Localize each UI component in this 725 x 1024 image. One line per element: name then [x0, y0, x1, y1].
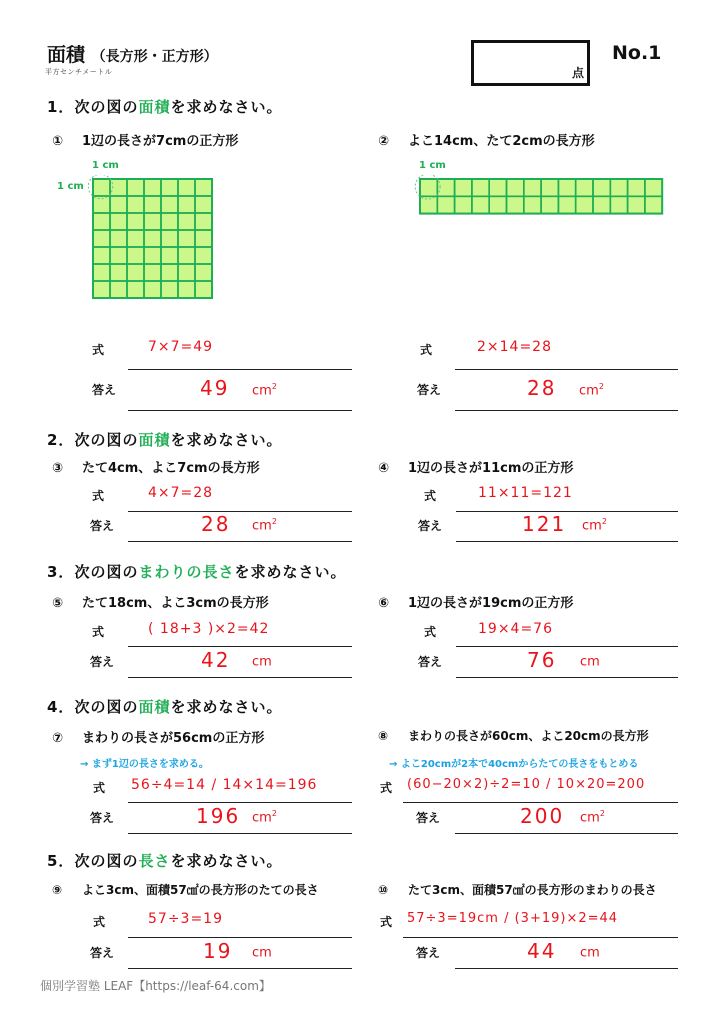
answer-unit: $cm^2$: [582, 517, 607, 534]
answer-line: [456, 541, 678, 542]
unit-label-top: 1 cm: [419, 160, 446, 171]
title-sub: （長方形・正方形）: [91, 49, 218, 65]
formula-value: 57÷3=19: [148, 911, 223, 927]
problem-4: ④ 1辺の長さが11cmの正方形: [378, 461, 574, 476]
answer-unit: cm: [580, 945, 600, 961]
formula-label: 式: [93, 915, 106, 929]
answer-line: [128, 369, 352, 370]
answer-line: [456, 511, 678, 512]
answer-value: 44: [527, 939, 557, 963]
problem-number: ②: [378, 134, 390, 149]
problem-1: [52, 130, 238, 149]
sheet-number: No.1: [612, 42, 662, 64]
answer-unit: cm: [580, 654, 600, 670]
formula-label: 式: [380, 915, 393, 929]
section-text: を求めなさい。: [170, 98, 283, 116]
answer-line: [128, 410, 352, 411]
answer-line: [455, 968, 678, 969]
formula-value: 2×14=28: [477, 339, 552, 355]
answer-value: 196: [196, 804, 241, 828]
section-2-heading: 2．次の図の面積を求めなさい。: [47, 431, 283, 449]
answer-value: 28: [201, 512, 231, 536]
problem-number: ①: [52, 134, 64, 149]
answer-unit: cm: [252, 945, 272, 961]
answer-value: 76: [527, 648, 557, 672]
section-5-heading: 5．次の図の長さを求めなさい。: [47, 852, 283, 870]
problem-7: ⑦ まわりの長さが56cmの正方形: [52, 731, 265, 746]
answer-line: [456, 646, 678, 647]
answer-line: [455, 833, 678, 834]
score-unit: 点: [571, 66, 584, 80]
formula-label: 式: [92, 489, 105, 503]
answer-line: [455, 410, 678, 411]
formula-label: 式: [420, 343, 433, 357]
title-main: 面積: [47, 44, 86, 66]
answer-value: 19: [203, 939, 233, 963]
score-box[interactable]: [471, 40, 590, 86]
answer-label: 答え: [90, 655, 115, 669]
answer-label: 答え: [416, 946, 441, 960]
answer-label: 答え: [90, 811, 115, 825]
answer-unit: cm: [252, 654, 272, 670]
hint-text: → まず1辺の長さを求める。: [80, 759, 209, 770]
answer-label: 答え: [417, 383, 442, 397]
answer-value: 121: [522, 512, 567, 536]
answer-line: [128, 646, 352, 647]
answer-label: 答え: [90, 519, 115, 533]
answer-unit: $cm^2$: [252, 809, 277, 826]
problem-9: ⑨ よこ3cm、面積57㎠の長方形のたての長さ: [52, 883, 319, 897]
formula-label: 式: [424, 625, 437, 639]
answer-line: [128, 968, 352, 969]
answer-label: 答え: [416, 811, 441, 825]
formula-value: 57÷3=19cm / (3+19)×2=44: [407, 911, 619, 926]
answer-label: 答え: [92, 383, 117, 397]
unit-label-left: 1 cm: [57, 181, 84, 192]
answer-unit: $cm^2$: [579, 382, 604, 399]
answer-line: [128, 511, 352, 512]
ruby-text: 平方センチメートル: [45, 68, 113, 76]
grid-background: [93, 179, 212, 298]
problem-6: ⑥ 1辺の長さが19cmの正方形: [378, 596, 574, 611]
formula-label: 式: [92, 625, 105, 639]
section-1-heading: [47, 96, 282, 117]
unit-label-top: 1 cm: [92, 160, 119, 171]
section-text: 次の図の: [74, 98, 139, 116]
answer-line: [128, 677, 352, 678]
answer-line: [128, 937, 352, 938]
answer-unit: $cm^2$: [580, 809, 605, 826]
page-title: [47, 40, 218, 67]
formula-label: 式: [380, 781, 393, 795]
section-number: 1．: [47, 98, 75, 116]
rect-grid-figure: [414, 175, 666, 217]
answer-line: [128, 802, 352, 803]
formula-label: 式: [92, 343, 105, 357]
formula-value: 7×7=49: [148, 339, 214, 355]
square-grid-figure: [88, 175, 218, 300]
hint-text: → よこ20cmが2本で40cmからたての長さをもとめる: [389, 759, 639, 770]
answer-line: [403, 937, 678, 938]
answer-label: 答え: [90, 946, 115, 960]
answer-value: 200: [520, 804, 565, 828]
problem-5: ⑤ たて18cm、よこ3cmの長方形: [52, 596, 269, 611]
section-3-heading: 3．次の図のまわりの長さを求めなさい。: [47, 563, 347, 581]
section-highlight: 面積: [138, 98, 171, 116]
answer-line: [128, 541, 352, 542]
formula-value: ( 18+3 )×2=42: [148, 621, 270, 637]
answer-label: 答え: [418, 655, 443, 669]
problem-8: ⑧ まわりの長さが60cm、よこ20cmの長方形: [378, 729, 649, 743]
formula-value: 4×7=28: [148, 485, 214, 501]
answer-line: [403, 802, 678, 803]
problem-3: ③ たて4cm、よこ7cmの長方形: [52, 461, 260, 476]
formula-value: (60−20×2)÷2=10 / 10×20=200: [407, 777, 646, 792]
answer-line: [456, 677, 678, 678]
answer-line: [455, 369, 678, 370]
answer-unit: $cm^2$: [252, 382, 277, 399]
formula-label: 式: [93, 781, 106, 795]
answer-value: 42: [201, 648, 231, 672]
problem-2: [378, 130, 595, 149]
answer-value: 28: [527, 376, 557, 400]
problem-text: 1辺の長さが7cmの正方形: [82, 134, 239, 149]
formula-value: 11×11=121: [478, 485, 573, 501]
answer-unit: $cm^2$: [252, 517, 277, 534]
problem-10: ⑩ たて3cm、面積57㎠の長方形のまわりの長さ: [378, 883, 657, 897]
answer-label: 答え: [418, 519, 443, 533]
footer-credit: 個別学習塾 LEAF【https://leaf-64.com】: [40, 979, 271, 993]
formula-label: 式: [424, 489, 437, 503]
answer-value: 49: [200, 376, 230, 400]
section-4-heading: 4．次の図の面積を求めなさい。: [47, 698, 283, 716]
problem-text: よこ14cm、たて2cmの長方形: [408, 134, 595, 149]
formula-value: 56÷4=14 / 14×14=196: [131, 777, 318, 793]
answer-line: [128, 833, 352, 834]
formula-value: 19×4=76: [478, 621, 553, 637]
